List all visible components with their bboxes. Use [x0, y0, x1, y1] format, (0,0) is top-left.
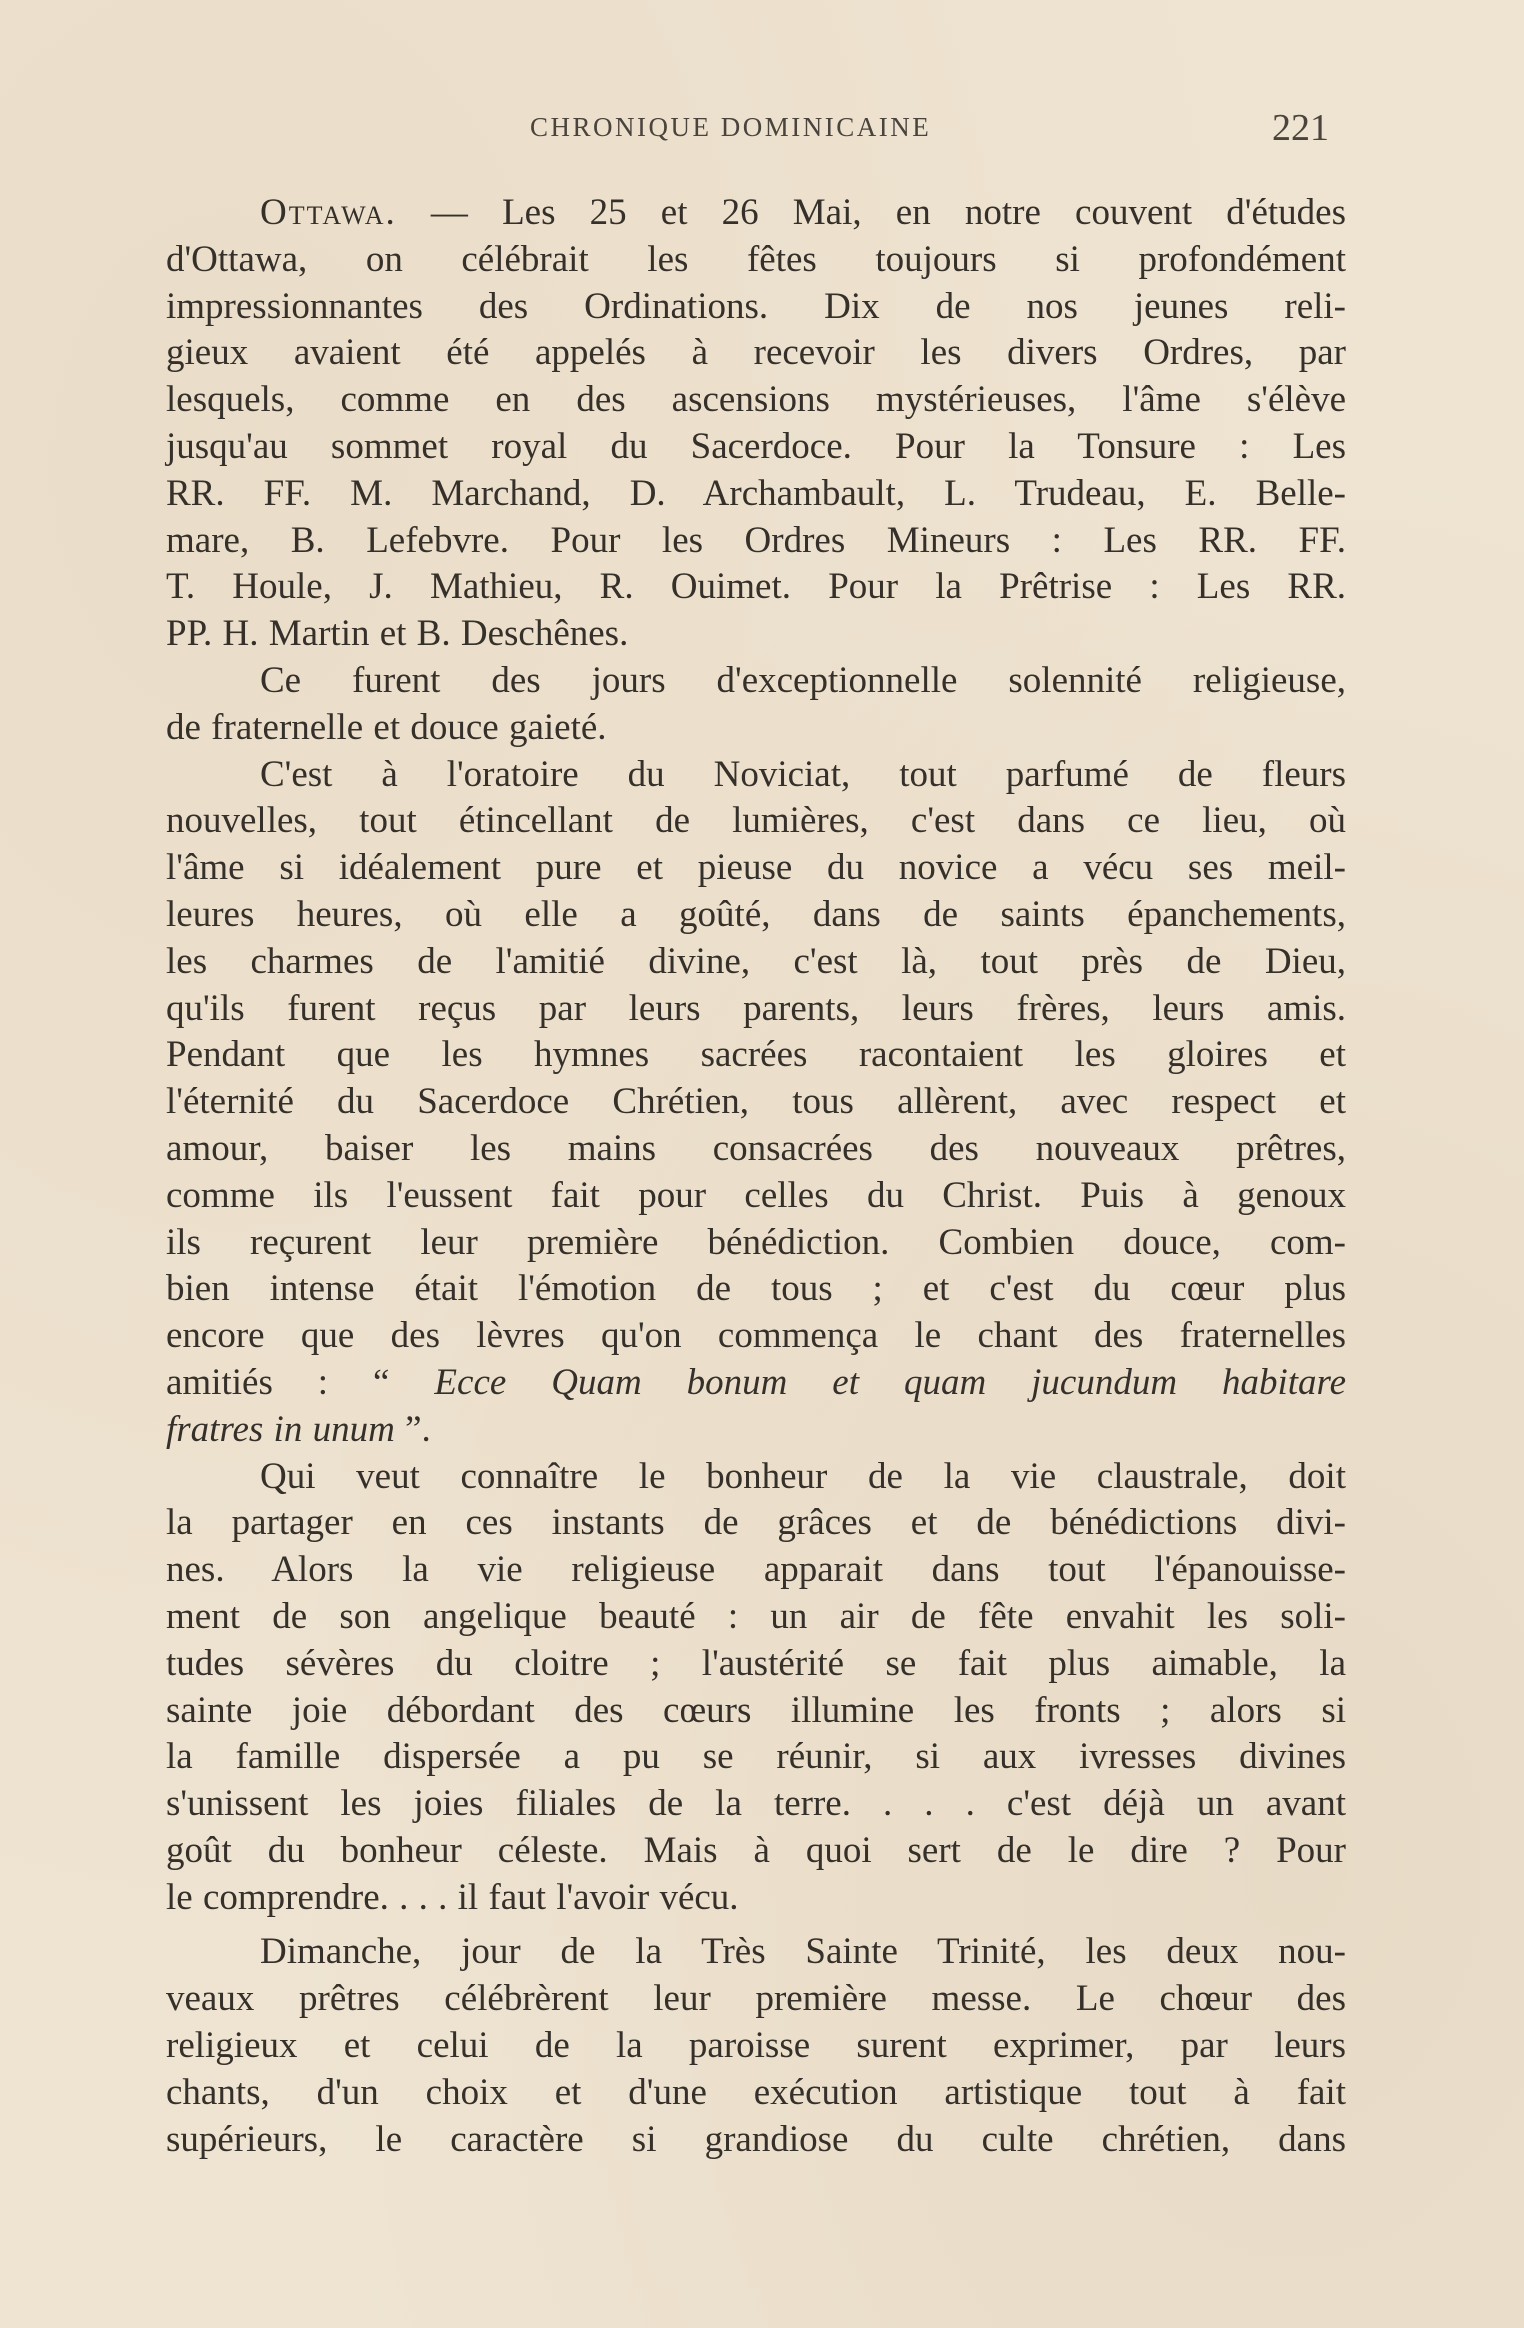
text-line: comme ils l'eussent fait pour celles du Christ. Puis à genoux — [166, 1174, 1346, 1216]
text-line: la famille dispersée a pu se réunir, si aux ivresses divines — [166, 1736, 1346, 1778]
text-line: qu'ils furent reçus par leurs parents, leurs frères, leurs amis. — [166, 987, 1346, 1029]
text-line: ment de son angelique beauté : un air de fête envahit les soli- — [166, 1595, 1346, 1637]
text-line: impressionnantes des Ordinations. Dix de nos jeunes reli- — [166, 285, 1346, 327]
paragraph — [166, 1454, 1346, 1922]
paragraph — [166, 1929, 1346, 2163]
text-line: Qui veut connaître le bonheur de la vie claustrale, doit — [260, 1455, 1346, 1497]
text-line: chants, d'un choix et d'une exécution artistique tout à fait — [166, 2071, 1346, 2113]
text-line: goût du bonheur céleste. Mais à quoi sert de le dire ? Pour — [166, 1829, 1346, 1871]
text-line: les charmes de l'amitié divine, c'est là, tout près de Dieu, — [166, 940, 1346, 982]
text-line — [166, 190, 1346, 237]
text-line: Ce furent des jours d'exceptionnelle solennité religieuse, — [260, 659, 1346, 701]
text-line: d'Ottawa, on célébrait les fêtes toujours si profondément — [166, 238, 1346, 280]
text-line: veaux prêtres célébrèrent leur première messe. Le chœur des — [166, 1978, 1346, 2020]
text-line: RR. FF. M. Marchand, D. Archambault, L. Trudeau, E. Belle- — [166, 472, 1346, 514]
line-text: — Les 25 et 26 Mai, en notre couvent d'études — [396, 192, 1346, 233]
text-line: la partager en ces instants de grâces et de bénédictions divi- — [166, 1502, 1346, 1544]
paragraph — [166, 190, 1346, 658]
text-line: nouvelles, tout étincellant de lumières, c'est dans ce lieu, où — [166, 800, 1346, 842]
text-line: mare, B. Lefebvre. Pour les Ordres Mineurs : Les RR. FF. — [166, 519, 1346, 561]
text-line: gieux avaient été appelés à recevoir les divers Ordres, par — [166, 332, 1346, 374]
page-number: 221 — [1272, 107, 1329, 149]
latin-quote: Ecce Quam bonum et quam jucundum habitare — [434, 1361, 1346, 1403]
text-line: nes. Alors la vie religieuse apparait dans tout l'épanouisse- — [166, 1549, 1346, 1591]
text-line: C'est à l'oratoire du Noviciat, tout parfumé de fleurs — [260, 753, 1346, 795]
text-line: supérieurs, le caractère si grandiose du culte chrétien, dans — [166, 2118, 1346, 2160]
text-line: leures heures, où elle a goûté, dans de saints épanchements, — [166, 893, 1346, 935]
section-heading: Ottawa. — [260, 192, 397, 233]
text-line: sainte joie débordant des cœurs illumine les fronts ; alors si — [166, 1689, 1346, 1731]
text-line: Pendant que les hymnes sacrées racontaient les gloires et — [166, 1034, 1346, 1076]
paragraph — [166, 752, 1346, 1454]
line-text: amitiés : “ — [166, 1361, 435, 1403]
text-line: de fraternelle et douce gaieté. — [166, 706, 607, 748]
running-header — [0, 107, 1524, 152]
line-text: ”. — [394, 1408, 431, 1450]
text-line: PP. H. Martin et B. Deschênes. — [166, 613, 629, 655]
text-line: Dimanche, jour de la Très Sainte Trinité, les deux nou- — [260, 1931, 1346, 1973]
text-line: ils reçurent leur première bénédiction. Combien douce, com- — [166, 1221, 1346, 1263]
latin-quote: fratres in unum — [166, 1408, 395, 1450]
text-line: s'unissent les joies filiales de la terre. . . . c'est déjà un avant — [166, 1783, 1346, 1825]
text-line: jusqu'au sommet royal du Sacerdoce. Pour la Tonsure : Les — [166, 425, 1346, 467]
paragraph — [166, 658, 1346, 752]
text-line — [166, 1360, 1346, 1407]
text-line: bien intense était l'émotion de tous ; et c'est du cœur plus — [166, 1268, 1346, 1310]
text-line: amour, baiser les mains consacrées des nouveaux prêtres, — [166, 1127, 1346, 1169]
text-line: tudes sévères du cloitre ; l'austérité se fait plus aimable, la — [166, 1642, 1346, 1684]
text-line: l'éternité du Sacerdoce Chrétien, tous allèrent, avec respect et — [166, 1081, 1346, 1123]
text-line: l'âme si idéalement pure et pieuse du novice a vécu ses meil- — [166, 847, 1346, 889]
text-line — [166, 1407, 1346, 1454]
text-line: lesquels, comme en des ascensions mystérieuses, l'âme s'élève — [166, 379, 1346, 421]
text-line: T. Houle, J. Mathieu, R. Ouimet. Pour la Prêtrise : Les RR. — [166, 566, 1346, 608]
running-title: CHRONIQUE DOMINICAINE — [530, 112, 932, 142]
body-text — [166, 190, 1346, 2163]
text-line: encore que des lèvres qu'on commença le chant des fraternelles — [166, 1315, 1346, 1357]
text-line: religieux et celui de la paroisse surent exprimer, par leurs — [166, 2025, 1346, 2067]
text-line: le comprendre. . . . il faut l'avoir vécu. — [166, 1876, 739, 1918]
